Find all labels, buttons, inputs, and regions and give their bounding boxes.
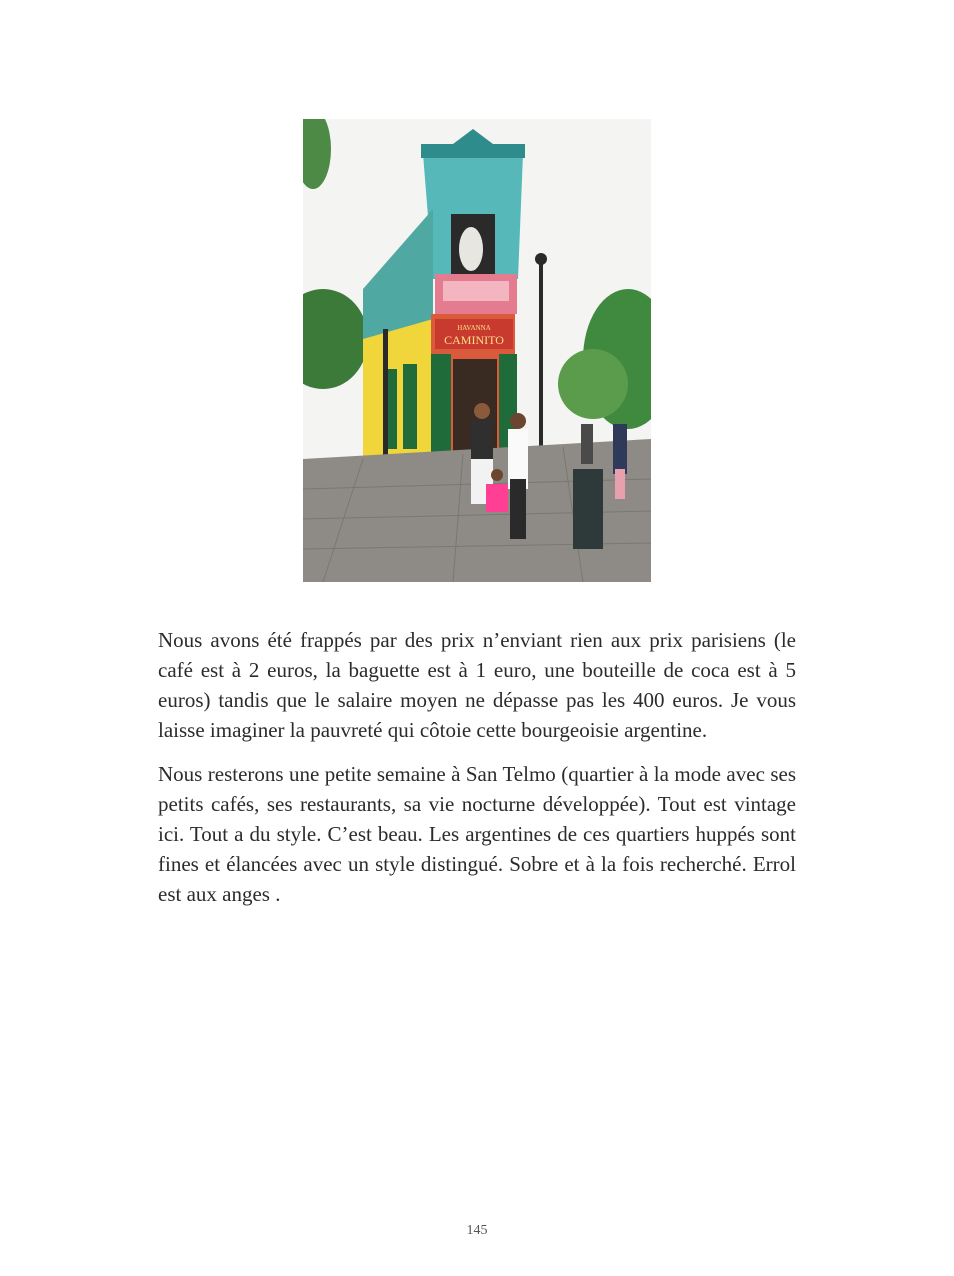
sign-main: CAMINITO	[444, 333, 504, 347]
body-text	[158, 625, 796, 923]
paragraph-1: Nous avons été frappés par des prix n’enviant rien aux prix parisiens (le café est à 2 euros, la baguette est à 1 euro, une bouteille de coca est à 5 euros) tandis que le salaire moyen ne dépasse pas les 400 euros. Je vous laisse imaginer la pauvreté qui côtoie cette bourgeoisie argentine.	[158, 628, 796, 742]
sign-top: HAVANNA	[457, 324, 491, 332]
street-corner-photo-icon	[303, 119, 651, 582]
page-number: 145	[466, 1223, 488, 1238]
paragraph-2: Nous resterons une petite semaine à San Telmo (quartier à la mode avec ses petits cafés, ses restaurants, sa vie nocturne développée). Tout est vintage ici. Tout a du style. C’est beau. Les argentines de ces quartiers huppés sont fines et élancées avec un style distingué. Sobre et à la fois recherché. Errol est aux anges .	[158, 762, 796, 906]
street-photo	[303, 119, 651, 582]
